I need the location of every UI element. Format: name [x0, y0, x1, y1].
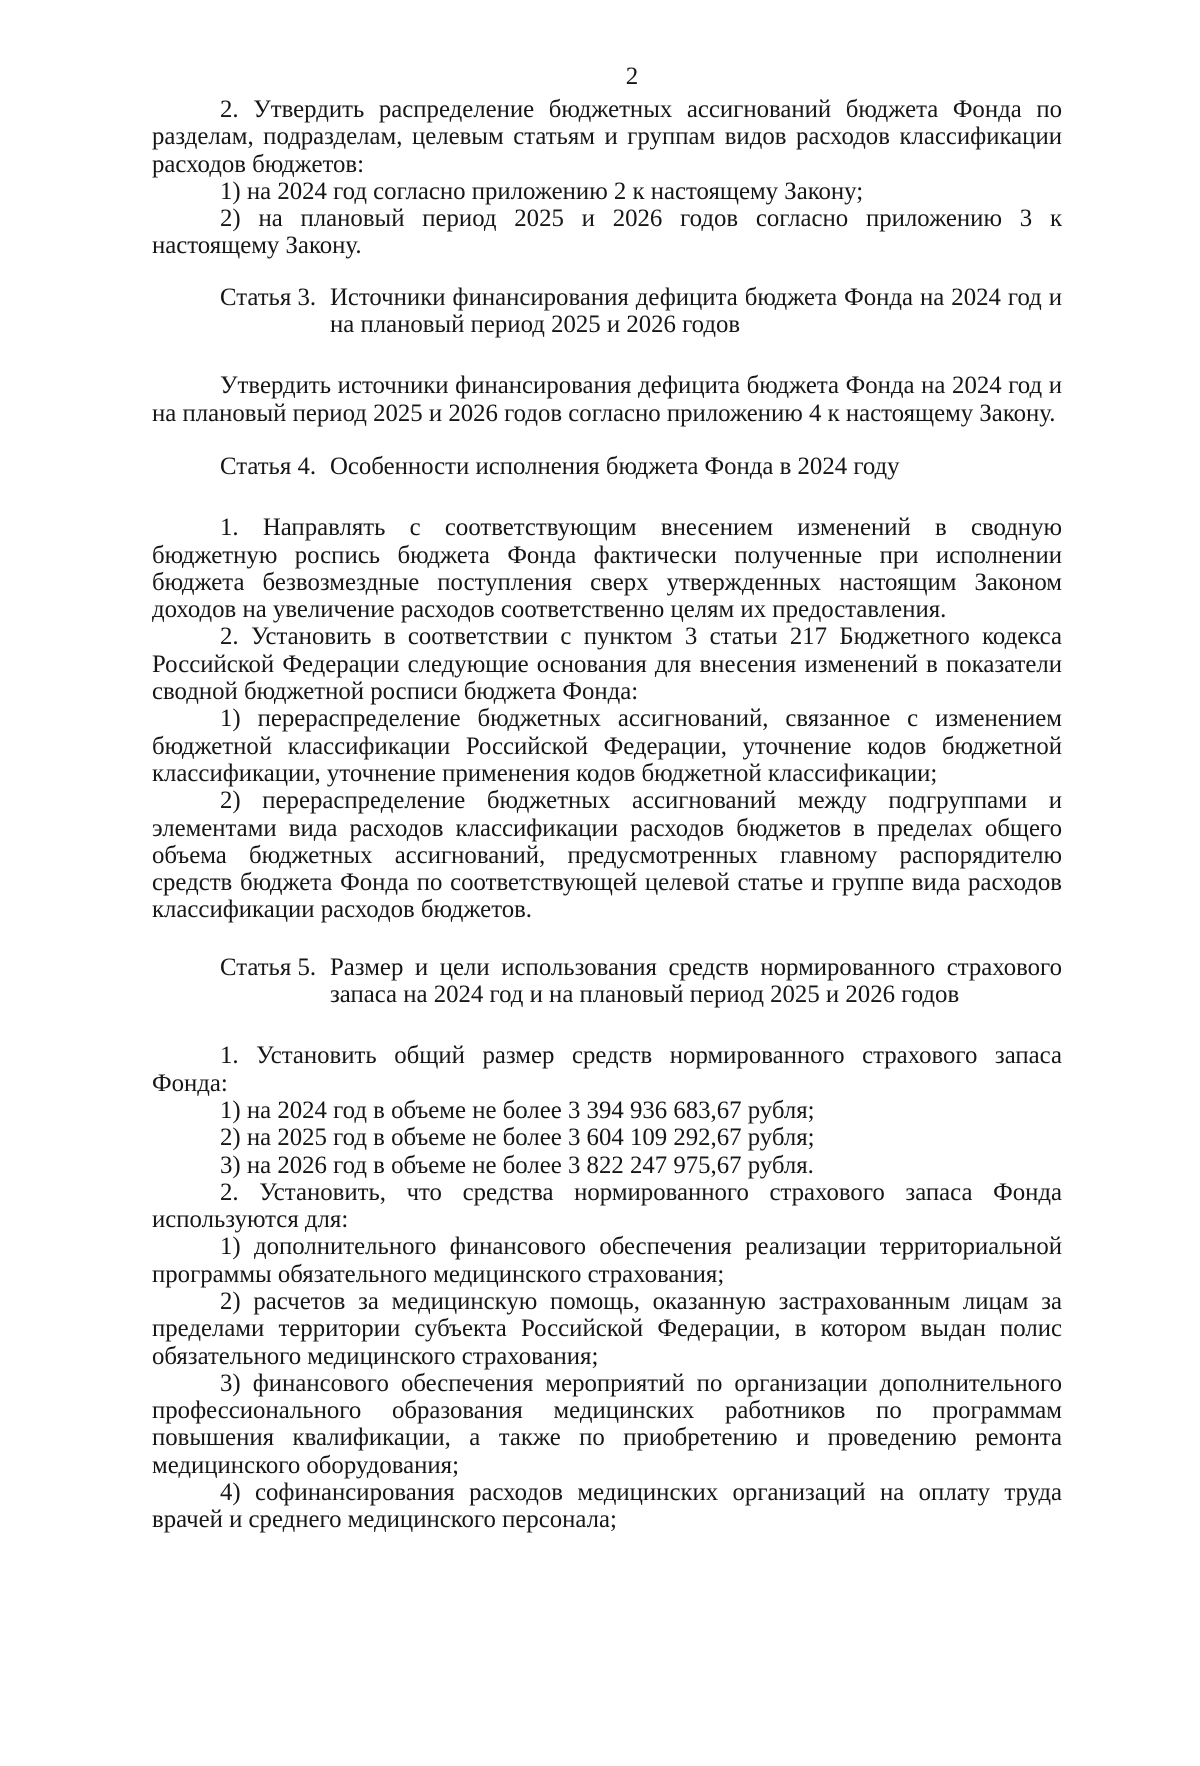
article-4-item-2: 2) перераспределение бюджетных ассигнований между подгруппами и элементами вида расходов классификации расходов бюджетов в пределах общего объема бюджетных ассигнований, предусмотренных главному распорядителю средств бюджета Фонда по соответствующей целевой статье и группе вида расходов классификации расходов бюджетов.	[152, 787, 1062, 924]
article-5-use-2: 2) расчетов за медицинскую помощь, оказанную застрахованным лицам за пределами территории субъекта Российской Федерации, в котором выдан полис обязательного медицинского страхования;	[152, 1287, 1062, 1370]
article-5-heading	[220, 954, 1062, 1009]
article-5-paragraph-2: 2. Установить, что средства нормированного страхового запаса Фонда используются для:	[152, 1178, 1062, 1234]
article-3-body: Утвердить источники финансирования дефицита бюджета Фонда на 2024 год и на плановый период 2025 и 2026 годов согласно приложению 4 к настоящему Закону.	[152, 372, 1062, 427]
article-3-heading	[220, 284, 1062, 339]
page-number: 2	[625, 63, 639, 90]
article-5-use-1: 1) дополнительного финансового обеспечения реализации территориальной программы обязательного медицинского страхования;	[152, 1233, 1062, 1288]
article-3-number: Статья 3.	[220, 283, 317, 311]
article-5-use-4: 4) софинансирования расходов медицинских организаций на оплату труда врачей и среднего медицинского персонала;	[152, 1479, 1062, 1534]
article-4-number: Статья 4.	[220, 452, 317, 480]
article-4-paragraph-1: 1. Направлять с соответствующим внесением изменений в сводную бюджетную роспись бюджета Фонда фактически полученные при исполнении бюджета безвозмездные поступления сверх утвержденных настоящим Законом доходов на увеличение расходов соответственно целям их предоставления.	[152, 514, 1062, 624]
article-5-amount-2024: 1) на 2024 год в объеме не более 3 394 936 683,67 рубля;	[220, 1096, 815, 1124]
article-4-item-1: 1) перераспределение бюджетных ассигнований, связанное с изменением бюджетной классификации Российской Федерации, уточнение кодов бюджетной классификации, уточнение применения кодов бюджетной классификации;	[152, 705, 1062, 787]
article-5-number: Статья 5.	[220, 953, 317, 981]
article-4-title: Особенности исполнения бюджета Фонда в 2024 году	[330, 452, 900, 480]
clause-2-item-1: 1) на 2024 год согласно приложению 2 к настоящему Закону;	[220, 177, 864, 205]
clause-2-intro: 2. Утвердить распределение бюджетных ассигнований бюджета Фонда по разделам, подразделам, целевым статьям и группам видов расходов классификации расходов бюджетов:	[152, 96, 1062, 178]
article-3-title: Источники финансирования дефицита бюджета Фонда на 2024 год и на плановый период 2025 и 2026 годов	[330, 283, 1062, 339]
article-5-use-3: 3) финансового обеспечения мероприятий по организации дополнительного профессионального образования медицинских работников по программам повышения квалификации, а также по приобретению и проведению ремонта медицинского оборудования;	[152, 1369, 1062, 1479]
document-page	[0, 62, 1200, 1766]
article-5-paragraph-1: 1. Установить общий размер средств нормированного страхового запаса Фонда:	[152, 1042, 1062, 1097]
article-4-heading	[220, 453, 1062, 480]
article-4-paragraph-2: 2. Установить в соответствии с пунктом 3 статьи 217 Бюджетного кодекса Российской Федерации следующие основания для внесения изменений в показатели сводной бюджетной росписи бюджета Фонда:	[152, 623, 1062, 706]
article-5-amount-2025: 2) на 2025 год в объеме не более 3 604 109 292,67 рубля;	[220, 1124, 815, 1152]
article-5-title: Размер и цели использования средств нормированного страхового запаса на 2024 год и на плановый период 2025 и 2026 годов	[330, 953, 1062, 1009]
clause-2-item-2: 2) на плановый период 2025 и 2026 годов согласно приложению 3 к настоящему Закону.	[152, 205, 1062, 260]
article-5-amount-2026: 3) на 2026 год в объеме не более 3 822 247 975,67 рубля.	[220, 1151, 814, 1179]
